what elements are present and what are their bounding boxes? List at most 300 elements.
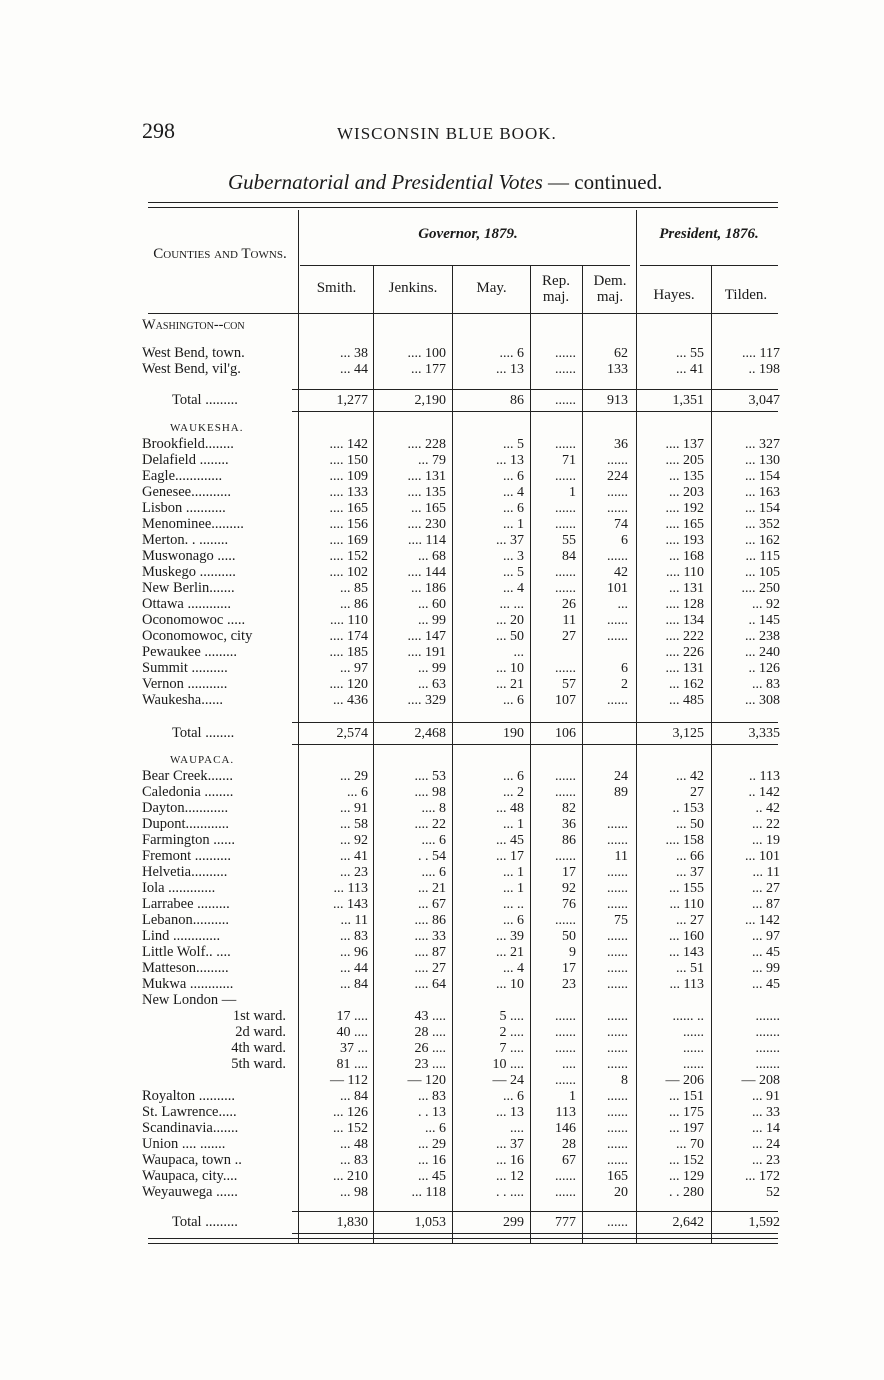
- hayes-cell: 27: [690, 785, 704, 800]
- tilden-cell: ... 238: [745, 629, 780, 644]
- may-cell: ... 4: [503, 581, 524, 596]
- tilden-cell: ... 130: [745, 453, 780, 468]
- dem-cell: ......: [607, 501, 628, 516]
- governor-group-heading: Governor, 1879.: [418, 226, 518, 242]
- smith-cell: ... 152: [333, 1121, 368, 1136]
- rep-cell: ......: [555, 581, 576, 596]
- col-divider-smith: [298, 210, 299, 1244]
- may-cell: 190: [503, 726, 524, 741]
- may-cell: .... 6: [499, 346, 524, 361]
- may-cell: ... 6: [503, 913, 524, 928]
- rep-cell: 55: [562, 533, 576, 548]
- town-name: Waukesha......: [142, 692, 223, 708]
- rep-cell: 1: [569, 485, 576, 500]
- smith-cell: ... 48: [340, 1137, 368, 1152]
- may-cell: ... 6: [503, 1089, 524, 1104]
- may-cell: ... 39: [496, 929, 524, 944]
- jenkins-cell: .... 86: [414, 913, 446, 928]
- header-bottom-rule: [148, 313, 778, 314]
- hayes-cell: ... 129: [669, 1169, 704, 1184]
- may-cell: ... 6: [503, 769, 524, 784]
- smith-cell: 37 ...: [340, 1041, 368, 1056]
- smith-cell: ... 143: [333, 897, 368, 912]
- may-cell: ... 10: [496, 977, 524, 992]
- town-name: Fremont ..........: [142, 848, 232, 864]
- smith-cell: ... 83: [340, 1153, 368, 1168]
- rep-cell: ......: [555, 769, 576, 784]
- tilden-cell: ... 11: [752, 865, 780, 880]
- tilden-cell: ... 27: [752, 881, 780, 896]
- tilden-cell: ... 19: [752, 833, 780, 848]
- hayes-cell: .... 205: [665, 453, 704, 468]
- smith-cell: 81 ....: [336, 1057, 368, 1072]
- town-name: Lind .............: [142, 928, 221, 944]
- smith-cell: ... 83: [340, 929, 368, 944]
- jenkins-cell: .... 147: [407, 629, 446, 644]
- rep-maj-heading: Rep. maj.: [542, 273, 570, 305]
- town-name: Menominee.........: [142, 516, 244, 532]
- hayes-cell: ... 485: [669, 693, 704, 708]
- hayes-cell: .... 158: [665, 833, 704, 848]
- hayes-cell: ... 155: [669, 881, 704, 896]
- smith-cell: ... 41: [340, 849, 368, 864]
- hayes-cell: ... 50: [676, 817, 704, 832]
- may-cell: 10 ....: [492, 1057, 524, 1072]
- dem-cell: ......: [607, 613, 628, 628]
- smith-cell: ... 38: [340, 346, 368, 361]
- town-name: Muswonago .....: [142, 548, 236, 564]
- may-cell: — 24: [492, 1073, 524, 1088]
- town-name: WAUKESHA.: [170, 422, 244, 434]
- jenkins-heading: Jenkins.: [388, 280, 438, 296]
- rep-cell: 107: [555, 693, 576, 708]
- jenkins-cell: ... 68: [418, 549, 446, 564]
- tilden-cell: .......: [755, 1009, 780, 1024]
- dem-cell: ......: [607, 865, 628, 880]
- dem-cell: 74: [614, 517, 628, 532]
- tilden-cell: ... 105: [745, 565, 780, 580]
- rep-cell: 67: [562, 1153, 576, 1168]
- may-cell: ... 1: [503, 881, 524, 896]
- jenkins-cell: ... 118: [411, 1185, 446, 1200]
- town-name: Genesee...........: [142, 484, 231, 500]
- tilden-cell: ... 33: [752, 1105, 780, 1120]
- jenkins-cell: ... 99: [418, 613, 446, 628]
- dem-cell: 224: [607, 469, 628, 484]
- town-name: Vernon ...........: [142, 676, 228, 692]
- rep-cell: 17: [562, 961, 576, 976]
- rep-cell: ......: [555, 346, 576, 361]
- dem-cell: ......: [607, 977, 628, 992]
- smith-cell: ... 96: [340, 945, 368, 960]
- town-name: West Bend, town.: [142, 345, 245, 361]
- tilden-cell: .. 198: [748, 362, 780, 377]
- tilden-cell: ... 83: [752, 677, 780, 692]
- table-bottom-rule-2: [148, 1243, 778, 1244]
- jenkins-cell: ... 29: [418, 1137, 446, 1152]
- hayes-cell: ... 41: [676, 362, 704, 377]
- rep-cell: ......: [555, 501, 576, 516]
- rep-cell: 86: [562, 833, 576, 848]
- hayes-cell: ... 151: [669, 1089, 704, 1104]
- jenkins-cell: .... 87: [414, 945, 446, 960]
- dem-cell: ......: [607, 485, 628, 500]
- hayes-cell: .... 192: [665, 501, 704, 516]
- jenkins-cell: 43 ....: [414, 1009, 446, 1024]
- may-cell: ... 1: [503, 817, 524, 832]
- hayes-cell: ... 42: [676, 769, 704, 784]
- rep-cell: 9: [569, 945, 576, 960]
- rep-cell: ......: [555, 362, 576, 377]
- smith-heading: Smith.: [316, 280, 357, 296]
- counties-heading: Counties and Towns.: [153, 246, 287, 262]
- hayes-cell: 1,351: [672, 393, 704, 408]
- may-cell: ... 37: [496, 533, 524, 548]
- town-name: 5th ward.: [231, 1056, 286, 1072]
- jenkins-cell: — 120: [407, 1073, 446, 1088]
- governor-group-rule: [300, 265, 630, 266]
- smith-cell: ... 11: [340, 913, 368, 928]
- jenkins-cell: .... 33: [414, 929, 446, 944]
- may-cell: 299: [503, 1215, 524, 1230]
- smith-cell: .... 156: [329, 517, 368, 532]
- dem-cell: 89: [614, 785, 628, 800]
- may-cell: ... 21: [496, 945, 524, 960]
- jenkins-cell: 2,468: [414, 726, 446, 741]
- dem-cell: ......: [607, 817, 628, 832]
- smith-cell: .... 169: [329, 533, 368, 548]
- smith-cell: ... 92: [340, 833, 368, 848]
- hayes-cell: ... 55: [676, 346, 704, 361]
- town-name: Total .........: [172, 392, 238, 408]
- smith-cell: ... 91: [340, 801, 368, 816]
- hayes-cell: 3,125: [672, 726, 704, 741]
- tilden-cell: ... 45: [752, 977, 780, 992]
- tilden-cell: ... 308: [745, 693, 780, 708]
- smith-cell: .... 110: [330, 613, 368, 628]
- hayes-cell: ... 143: [669, 945, 704, 960]
- smith-cell: 1,830: [336, 1215, 368, 1230]
- smith-cell: .... 185: [329, 645, 368, 660]
- town-name: 4th ward.: [231, 1040, 286, 1056]
- tilden-cell: 52: [766, 1185, 780, 1200]
- jenkins-cell: .... 6: [421, 833, 446, 848]
- rep-cell: ......: [555, 517, 576, 532]
- hayes-cell: .... 193: [665, 533, 704, 548]
- jenkins-cell: 1,053: [414, 1215, 446, 1230]
- tilden-cell: .. 113: [749, 769, 780, 784]
- may-cell: ... 13: [496, 1105, 524, 1120]
- tilden-cell: ... 45: [752, 945, 780, 960]
- jenkins-cell: 2,190: [414, 393, 446, 408]
- may-cell: ... 1: [503, 517, 524, 532]
- jenkins-cell: ... 83: [418, 1089, 446, 1104]
- town-name: Pewaukee .........: [142, 644, 238, 660]
- tilden-cell: — 208: [741, 1073, 780, 1088]
- tilden-cell: .... 117: [742, 346, 780, 361]
- tilden-cell: 1,592: [748, 1215, 780, 1230]
- may-cell: ... ...: [499, 597, 524, 612]
- rep-cell: ......: [555, 1009, 576, 1024]
- hayes-cell: ... 160: [669, 929, 704, 944]
- may-cell: ... 17: [496, 849, 524, 864]
- table-bottom-rule: [148, 1238, 778, 1239]
- town-name: Total ........: [172, 725, 235, 741]
- town-name: Lisbon ...........: [142, 500, 226, 516]
- smith-cell: .... 174: [329, 629, 368, 644]
- jenkins-cell: ... 67: [418, 897, 446, 912]
- jenkins-cell: 26 ....: [414, 1041, 446, 1056]
- total-rule: [292, 744, 778, 745]
- jenkins-cell: ... 79: [418, 453, 446, 468]
- town-name: Dupont............: [142, 816, 229, 832]
- jenkins-cell: .... 8: [421, 801, 446, 816]
- may-cell: ... 5: [503, 565, 524, 580]
- tilden-cell: ... 163: [745, 485, 780, 500]
- jenkins-cell: ... 165: [411, 501, 446, 516]
- col-divider-hayes: [636, 210, 637, 1244]
- smith-cell: .... 102: [329, 565, 368, 580]
- dem-cell: 11: [614, 849, 628, 864]
- hayes-cell: ... 175: [669, 1105, 704, 1120]
- smith-cell: .... 133: [329, 485, 368, 500]
- hayes-cell: ... 135: [669, 469, 704, 484]
- rep-cell: 26: [562, 597, 576, 612]
- may-cell: ... 2: [503, 785, 524, 800]
- tilden-cell: ... 115: [745, 549, 780, 564]
- town-name: Scandinavia.......: [142, 1120, 239, 1136]
- smith-cell: ... 44: [340, 961, 368, 976]
- rep-cell: 23: [562, 977, 576, 992]
- jenkins-cell: ... 186: [411, 581, 446, 596]
- town-name: Oconomowoc, city: [142, 628, 253, 644]
- tilden-cell: ... 99: [752, 961, 780, 976]
- town-name: 1st ward.: [232, 1008, 286, 1024]
- president-group-rule: [640, 265, 778, 266]
- may-cell: ... 13: [496, 453, 524, 468]
- rep-cell: 28: [562, 1137, 576, 1152]
- rep-cell: ......: [555, 849, 576, 864]
- smith-cell: ... 44: [340, 362, 368, 377]
- tilden-cell: .. 142: [748, 785, 780, 800]
- rep-cell: ......: [555, 469, 576, 484]
- rep-cell: ......: [555, 1169, 576, 1184]
- hayes-cell: ... 203: [669, 485, 704, 500]
- rep-cell: 777: [555, 1215, 576, 1230]
- dem-cell: ......: [607, 549, 628, 564]
- jenkins-cell: ... 63: [418, 677, 446, 692]
- tilden-cell: ... 23: [752, 1153, 780, 1168]
- dem-cell: 6: [621, 533, 628, 548]
- town-name: Royalton ..........: [142, 1088, 236, 1104]
- tilden-cell: 3,335: [748, 726, 780, 741]
- jenkins-cell: 28 ....: [414, 1025, 446, 1040]
- hayes-cell: .... 222: [665, 629, 704, 644]
- tilden-cell: 3,047: [748, 393, 780, 408]
- subtitle-rest: — continued.: [542, 170, 663, 194]
- rep-cell: 50: [562, 929, 576, 944]
- dem-cell: 75: [614, 913, 628, 928]
- tilden-cell: ... 154: [745, 501, 780, 516]
- jenkins-cell: .... 191: [407, 645, 446, 660]
- total-rule: [292, 722, 778, 723]
- may-cell: . . ....: [496, 1185, 524, 1200]
- dem-cell: 42: [614, 565, 628, 580]
- jenkins-cell: ... 6: [425, 1121, 446, 1136]
- town-name: Little Wolf.. ....: [142, 944, 231, 960]
- smith-cell: ... 23: [340, 865, 368, 880]
- town-name: Merton. . ........: [142, 532, 229, 548]
- smith-cell: ... 84: [340, 1089, 368, 1104]
- hayes-cell: ......: [683, 1057, 704, 1072]
- smith-cell: .... 109: [329, 469, 368, 484]
- tilden-cell: .... 250: [741, 581, 780, 596]
- hayes-cell: ... 152: [669, 1153, 704, 1168]
- dem-cell: ......: [607, 1215, 628, 1230]
- hayes-cell: .... 165: [665, 517, 704, 532]
- rep-cell: ......: [555, 785, 576, 800]
- town-name: 2d ward.: [235, 1024, 286, 1040]
- tilden-cell: ... 92: [752, 597, 780, 612]
- rep-cell: 57: [562, 677, 576, 692]
- jenkins-cell: .... 144: [407, 565, 446, 580]
- town-name: Waupaca, town ..: [142, 1152, 242, 1168]
- tilden-cell: .......: [755, 1057, 780, 1072]
- may-cell: ... 6: [503, 501, 524, 516]
- town-name: St. Lawrence.....: [142, 1104, 237, 1120]
- running-title: WISCONSIN BLUE BOOK.: [337, 124, 557, 143]
- dem-cell: ......: [607, 961, 628, 976]
- jenkins-cell: .... 53: [414, 769, 446, 784]
- hayes-cell: ... 197: [669, 1121, 704, 1136]
- town-name: Eagle.............: [142, 468, 223, 484]
- smith-cell: ... 98: [340, 1185, 368, 1200]
- may-cell: 5 ....: [499, 1009, 524, 1024]
- jenkins-cell: ... 16: [418, 1153, 446, 1168]
- dem-cell: 62: [614, 346, 628, 361]
- table-top-rule: [148, 202, 778, 203]
- total-rule: [292, 389, 778, 390]
- dem-cell: ......: [607, 1009, 628, 1024]
- rep-cell: 92: [562, 881, 576, 896]
- may-cell: ... 16: [496, 1153, 524, 1168]
- rep-cell: 71: [562, 453, 576, 468]
- tilden-cell: ... 327: [745, 437, 780, 452]
- hayes-cell: 2,642: [672, 1215, 704, 1230]
- jenkins-cell: .... 131: [407, 469, 446, 484]
- jenkins-cell: .... 114: [408, 533, 446, 548]
- may-cell: 7 ....: [499, 1041, 524, 1056]
- rep-cell: 82: [562, 801, 576, 816]
- jenkins-cell: .... 230: [407, 517, 446, 532]
- dem-cell: 36: [614, 437, 628, 452]
- rep-cell: 146: [555, 1121, 576, 1136]
- smith-cell: ... 97: [340, 661, 368, 676]
- may-cell: ... 10: [496, 661, 524, 676]
- jenkins-cell: .... 135: [407, 485, 446, 500]
- tilden-cell: ... 24: [752, 1137, 780, 1152]
- dem-cell: 165: [607, 1169, 628, 1184]
- hayes-cell: ... 51: [676, 961, 704, 976]
- hayes-cell: .... 226: [665, 645, 704, 660]
- tilden-cell: .......: [755, 1041, 780, 1056]
- tilden-cell: .. 126: [748, 661, 780, 676]
- page-header: [142, 118, 772, 148]
- smith-cell: 40 ....: [336, 1025, 368, 1040]
- hayes-cell: ... 27: [676, 913, 704, 928]
- may-cell: ... 6: [503, 469, 524, 484]
- town-name: Total .........: [172, 1214, 238, 1230]
- dem-cell: ......: [607, 881, 628, 896]
- town-name: New Berlin.......: [142, 580, 235, 596]
- dem-cell: 24: [614, 769, 628, 784]
- jenkins-cell: ... 99: [418, 661, 446, 676]
- town-name: Lebanon..........: [142, 912, 229, 928]
- smith-cell: ... 58: [340, 817, 368, 832]
- town-name: Mukwa ............: [142, 976, 234, 992]
- jenkins-cell: .... 100: [407, 346, 446, 361]
- hayes-heading: Hayes.: [653, 287, 695, 303]
- may-cell: ... 37: [496, 1137, 524, 1152]
- may-cell: ...: [513, 645, 524, 660]
- may-cell: 86: [510, 393, 524, 408]
- dem-cell: ......: [607, 453, 628, 468]
- dem-cell: ......: [607, 1025, 628, 1040]
- jenkins-cell: ... 60: [418, 597, 446, 612]
- jenkins-cell: .... 27: [414, 961, 446, 976]
- may-cell: ... 48: [496, 801, 524, 816]
- dem-cell: ......: [607, 929, 628, 944]
- town-name: Ottawa ............: [142, 596, 231, 612]
- may-cell: ... 6: [503, 693, 524, 708]
- dem-cell: ......: [607, 629, 628, 644]
- rep-cell: 11: [562, 613, 576, 628]
- may-cell: ... 50: [496, 629, 524, 644]
- rep-cell: ......: [555, 1073, 576, 1088]
- dem-cell: 20: [614, 1185, 628, 1200]
- hayes-cell: ... 70: [676, 1137, 704, 1152]
- town-name: Washington--con: [142, 317, 245, 333]
- dem-cell: 101: [607, 581, 628, 596]
- may-cell: ... ..: [503, 897, 524, 912]
- rep-cell: 36: [562, 817, 576, 832]
- hayes-cell: — 206: [665, 1073, 704, 1088]
- jenkins-cell: .... 22: [414, 817, 446, 832]
- dem-maj-heading: Dem. maj.: [593, 273, 627, 305]
- dem-cell: ......: [607, 1089, 628, 1104]
- tilden-cell: ... 142: [745, 913, 780, 928]
- may-cell: ... 1: [503, 865, 524, 880]
- hayes-cell: ... 168: [669, 549, 704, 564]
- hayes-cell: .... 110: [666, 565, 704, 580]
- tilden-cell: .. 145: [748, 613, 780, 628]
- dem-cell: ......: [607, 1137, 628, 1152]
- may-cell: ... 5: [503, 437, 524, 452]
- jenkins-cell: .... 228: [407, 437, 446, 452]
- rep-cell: 76: [562, 897, 576, 912]
- jenkins-cell: ... 45: [418, 1169, 446, 1184]
- smith-cell: ... 210: [333, 1169, 368, 1184]
- hayes-cell: .... 134: [665, 613, 704, 628]
- smith-cell: .... 120: [329, 677, 368, 692]
- hayes-cell: .... 131: [665, 661, 704, 676]
- rep-cell: ....: [562, 1057, 576, 1072]
- dem-cell: ......: [607, 945, 628, 960]
- town-name: New London —: [142, 992, 237, 1008]
- may-cell: ... 3: [503, 549, 524, 564]
- smith-cell: 2,574: [336, 726, 368, 741]
- dem-cell: ......: [607, 693, 628, 708]
